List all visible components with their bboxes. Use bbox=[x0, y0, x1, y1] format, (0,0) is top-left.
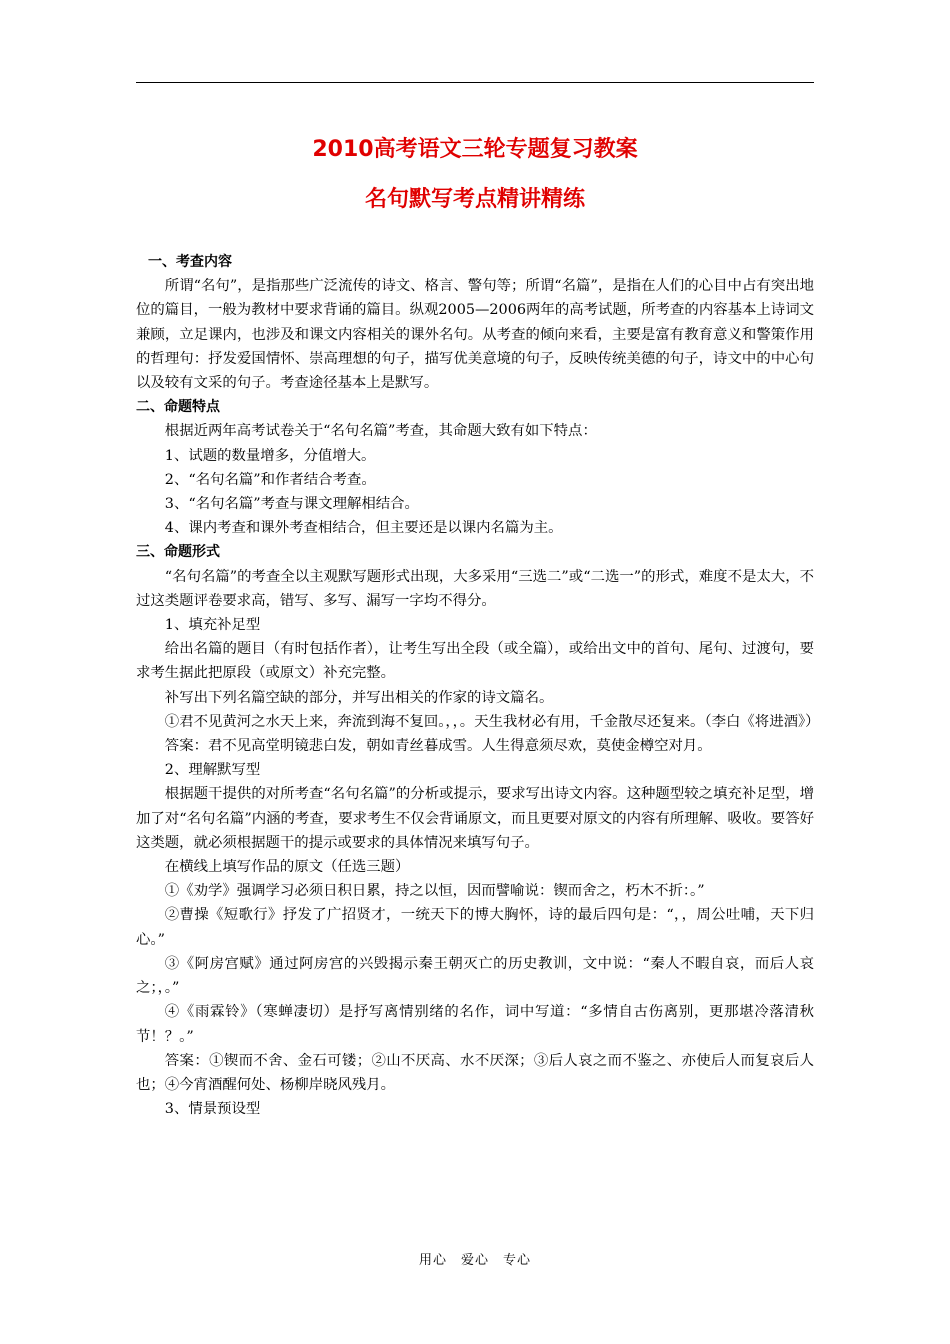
section-heading: 三、命题形式 bbox=[136, 544, 220, 561]
document-body bbox=[136, 250, 820, 1121]
body-paragraph: 答案：君不见高堂明镜悲白发，朝如青丝暮成雪。人生得意须尽欢，莫使金樽空对月。 bbox=[164, 738, 712, 755]
section-heading: 一、考查内容 bbox=[148, 254, 232, 270]
document-subtitle: 名句默写考点精讲精练 bbox=[364, 187, 585, 212]
body-paragraph: 根据题干提供的对所考查“名句名篇”的分析或提示，要求写出诗文内容。这种题型较之填充补足型，增加了对“名句名篇”内涵的考查，要求考生不仅会背诵原文，而且更要对原文的内容有所理解、吸收。要答好这类题，就必须根据题干的提示或要求的具体情况来填写句子。 bbox=[136, 786, 814, 851]
body-paragraph: ①君不见黄河之水天上来，奔流到海不复回。，，。天生我材必有用，千金散尽还复来。（李白《将进酒》） bbox=[164, 713, 820, 730]
body-paragraph: 3、“名句名篇”考查与课文理解相结合。 bbox=[164, 496, 419, 513]
body-paragraph: 3、情景预设型 bbox=[164, 1101, 261, 1118]
body-paragraph: 答案：①锲而不舍、金石可镂；②山不厌高、水不厌深；③后人哀之而不鉴之、亦使后人而复哀后人也；④今宵酒醒何处、杨柳岸晓风残月。 bbox=[136, 1052, 814, 1093]
body-paragraph: 2、“名句名篇”和作者结合考查。 bbox=[164, 471, 376, 488]
body-paragraph: 根据近两年高考试卷关于“名句名篇”考查，其命题大致有如下特点： bbox=[164, 423, 597, 440]
body-paragraph: “名句名篇”的考查全以主观默写题形式出现，大多采用“三选二”或“二选一”的形式，难度不是太大，不过这类题评卷要求高，错写、多写、漏写一字均不得分。 bbox=[136, 568, 814, 609]
body-paragraph: 1、试题的数量增多，分值增大。 bbox=[164, 447, 376, 464]
page-footer: 用心 爱心 专心 bbox=[418, 1253, 531, 1268]
body-paragraph: 补写出下列名篇空缺的部分，并写出相关的作家的诗文篇名。 bbox=[164, 689, 554, 706]
body-paragraph: ①《劝学》强调学习必须日积日累，持之以恒，因而譬喻说：锲而舍之，朽木不折：。” bbox=[164, 883, 705, 900]
body-paragraph: 1、填充补足型 bbox=[164, 617, 261, 634]
header-rule bbox=[136, 82, 814, 83]
section-heading: 二、命题特点 bbox=[136, 399, 220, 416]
body-paragraph: ②曹操《短歌行》抒发了广招贤才，一统天下的博大胸怀，诗的最后四句是：“，，周公吐哺，天下归心。” bbox=[136, 907, 814, 948]
body-paragraph: 给出名篇的题目（有时包括作者），让考生写出全段（或全篇），或给出文中的首句、尾句、过渡句，要求考生据此把原段（或原文）补充完整。 bbox=[136, 641, 814, 682]
body-paragraph: ④《雨霖铃》（寒蝉凄切）是抒写离情别绪的名作，词中写道：“多情自古伤离别，更那堪冷落清秋节！？。” bbox=[136, 1004, 814, 1045]
body-paragraph: 2、理解默写型 bbox=[164, 762, 261, 779]
body-paragraph: 4、课内考查和课外考查相结合，但主要还是以课内名篇为主。 bbox=[164, 520, 563, 537]
document-title: 2010高考语文三轮专题复习教案 bbox=[312, 137, 638, 162]
body-paragraph: 所谓“名句”，是指那些广泛流传的诗文、格言、警句等；所谓“名篇”，是指在人们的心目中占有突出地位的篇目，一般为教材中要求背诵的篇目。纵观2005—2006两年的高考试题，所考查的内容基本上诗词文兼顾，立足课内，也涉及和课文内容相关的课外名句。从考查的倾向来看，主要是富有教育意义和警策作用的哲理句：抒发爱国情怀、崇高理想的句子，描写优美意境的句子，反映传统美德的句子，诗文中的中心句以及较有文采的句子。考查途径基本上是默写。 bbox=[136, 278, 814, 392]
body-paragraph: 在横线上填写作品的原文（任选三题） bbox=[164, 859, 410, 876]
body-paragraph: ③《阿房宫赋》通过阿房宫的兴毁揭示秦王朝灭亡的历史教训，文中说：“秦人不暇自哀，而后人哀之；，。” bbox=[136, 955, 814, 997]
